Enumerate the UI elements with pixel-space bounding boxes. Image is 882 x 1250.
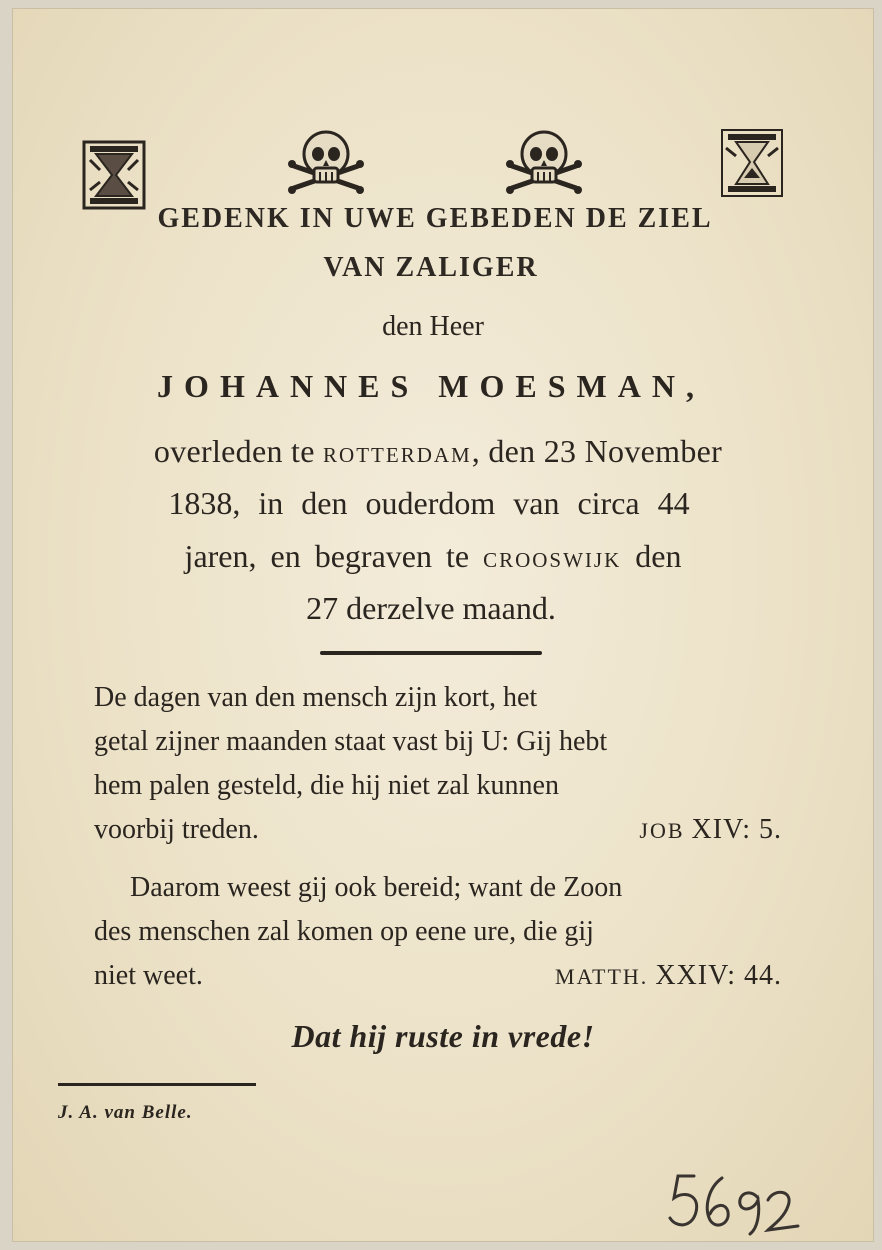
memorial-card: [12, 8, 874, 1242]
skull-crossbones-icon: [502, 126, 586, 200]
skull-crossbones-icon: [284, 126, 368, 200]
notice-line-3: jaren, en begraven te CROOSWIJK den: [184, 538, 682, 574]
scripture-reference: JOB XIV: 5.: [639, 814, 782, 845]
scripture-reference: MATTH. XXIV: 44.: [555, 960, 782, 991]
verse-line: voorbij treden. JOB XIV: 5.: [94, 808, 806, 853]
heading-line-1: GEDENK IN UWE GEBEDEN DE ZIEL: [157, 203, 713, 234]
hourglass-ornament-icon: [82, 140, 146, 210]
printer-rule: [58, 1083, 256, 1086]
verse-line: niet weet. MATTH. XXIV: 44.: [94, 954, 806, 999]
place-crooswijk: CROOSWIJK: [483, 548, 622, 572]
printer-name: J. A. van Belle.: [58, 1102, 193, 1123]
verse-line: De dagen van den mensch zijn kort, het: [94, 682, 538, 713]
notice-line-2: 1838, in den ouderdom van circa 44: [168, 485, 690, 521]
verse-line: hem palen gesteld, die hij niet zal kunnen: [94, 770, 559, 801]
notice-line-4: 27 derzelve maand.: [306, 590, 556, 626]
salutation: den Heer: [382, 311, 484, 342]
closing-prayer: Dat hij ruste in vrede!: [291, 1018, 595, 1054]
place-rotterdam: ROTTERDAM: [323, 443, 472, 467]
verse-line: getal zijner maanden staat vast bij U: Gij hebt: [94, 726, 608, 757]
verse-matthew: [94, 866, 806, 999]
hourglass-ornament-icon: [720, 128, 784, 198]
handwritten-number: [664, 1168, 804, 1238]
heading-line-2: VAN ZALIGER: [323, 252, 539, 283]
verse-line: Daarom weest gij ook bereid; want de Zoon: [130, 872, 623, 903]
ornament-row: [12, 126, 874, 206]
verse-line: des menschen zal komen op eene ure, die gij: [94, 916, 594, 947]
verse-job: [94, 676, 806, 853]
divider-rule: [320, 651, 542, 655]
deceased-name: JOHANNES MOESMAN,: [157, 368, 705, 404]
notice-line-1: overleden te ROTTERDAM, den 23 November: [153, 433, 723, 469]
